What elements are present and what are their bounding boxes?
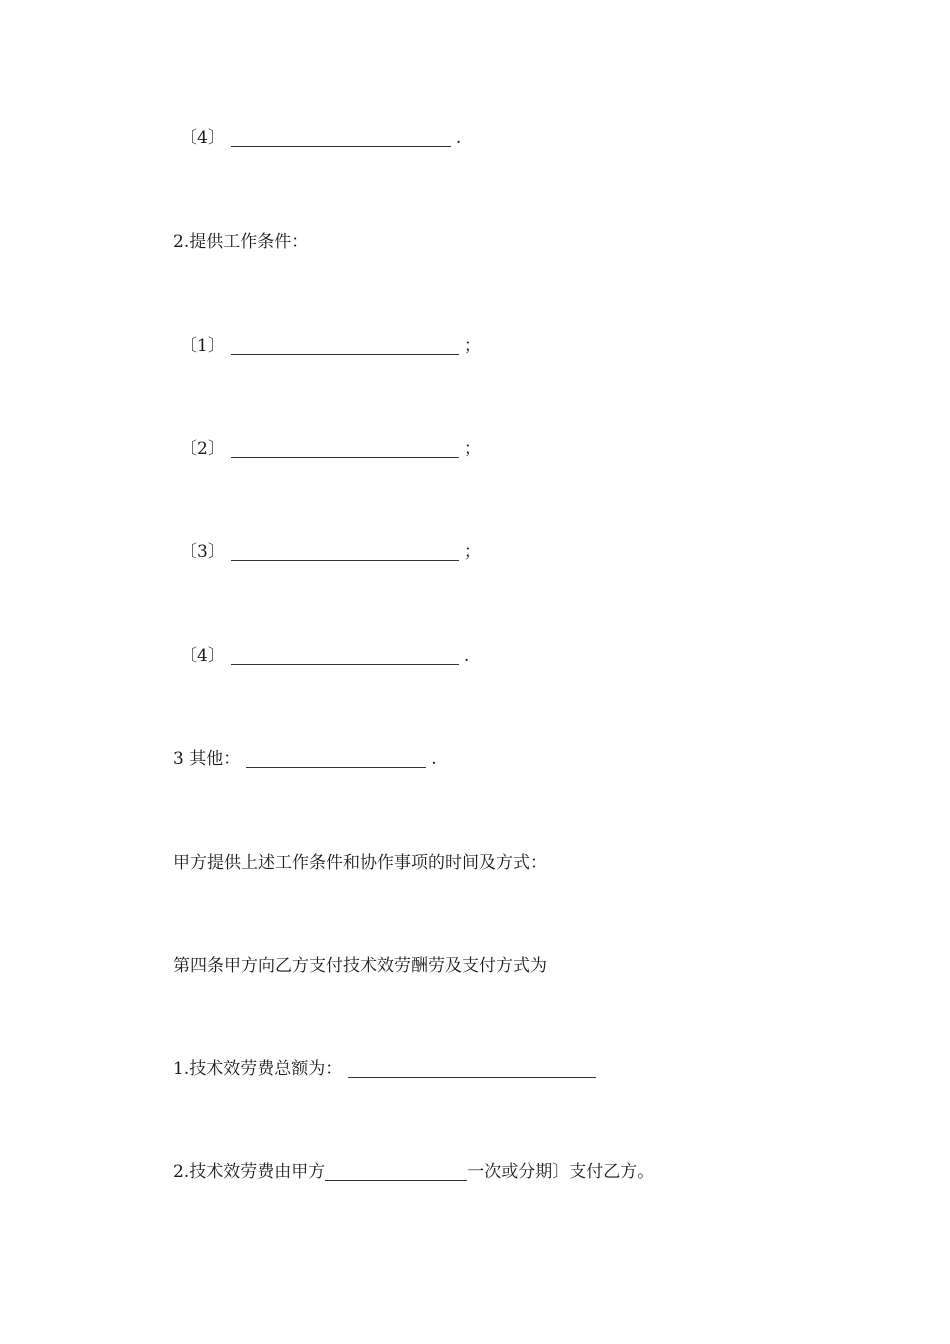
blank-field: [231, 439, 459, 458]
item-number: 〔4〕: [180, 646, 225, 666]
payment-method-line: [173, 1160, 654, 1184]
total-fee-line: [173, 1057, 599, 1081]
line-end: ；: [463, 336, 481, 356]
article-four-heading: [173, 954, 547, 978]
paragraph-text: 甲方提供上述工作条件和协作事项的时间及方式：: [173, 853, 547, 873]
timing-paragraph: [173, 851, 547, 875]
item-number: 〔4〕: [180, 128, 225, 148]
item-4-line: [180, 126, 461, 150]
item-number: 〔3〕: [180, 542, 225, 562]
blank-field: [246, 749, 426, 768]
heading-text: 第四条甲方向乙方支付技术效劳酬劳及支付方式为: [173, 956, 547, 976]
blank-field: [231, 646, 459, 665]
condition-item-2: [180, 437, 481, 461]
condition-item-3: [180, 540, 481, 564]
item-number: 〔2〕: [180, 439, 225, 459]
line-end: .: [455, 128, 462, 148]
other-line: [173, 747, 437, 771]
blank-field: [231, 336, 459, 355]
condition-item-1: [180, 334, 481, 358]
line-end: ；: [463, 439, 481, 459]
item-number: 〔1〕: [180, 336, 225, 356]
blank-field: [325, 1162, 467, 1181]
payment-suffix: 一次或分期〕支付乙方。: [467, 1162, 655, 1182]
blank-field: [231, 128, 451, 147]
line-end: .: [431, 749, 437, 769]
blank-field: [231, 542, 459, 561]
line-end: .: [463, 646, 470, 666]
blank-field: [348, 1059, 596, 1078]
heading-text: 2.提供工作条件：: [173, 232, 309, 252]
line-end: ；: [463, 542, 481, 562]
other-label: 3 其他：: [173, 749, 241, 769]
condition-item-4: [180, 644, 469, 668]
fee-label: 1.技术效劳费总额为：: [173, 1059, 343, 1079]
payment-prefix: 2.技术效劳费由甲方: [173, 1162, 326, 1182]
section-heading-work-conditions: [173, 230, 308, 254]
